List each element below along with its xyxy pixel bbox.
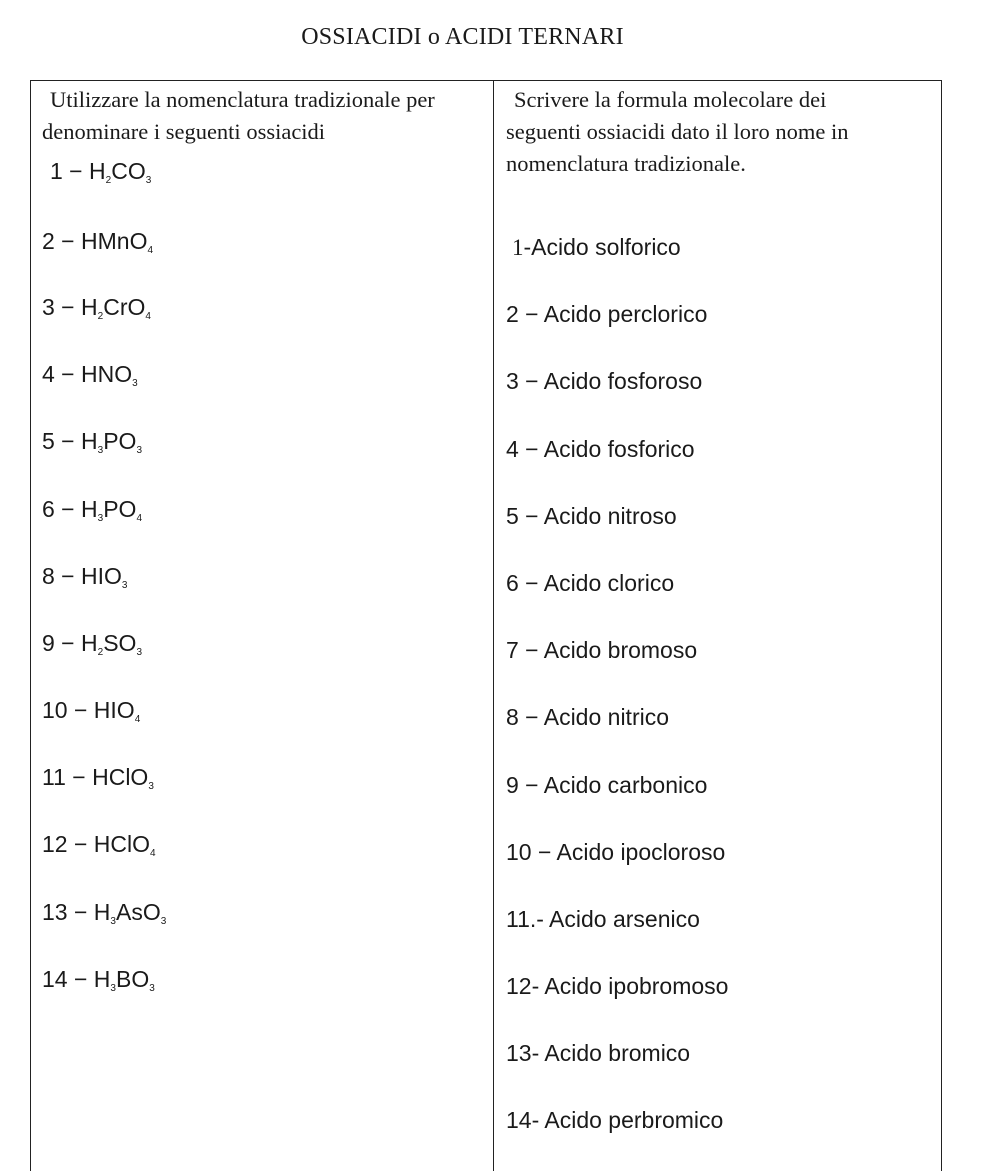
formula-subscript: 3	[97, 513, 104, 524]
formula-item-number: 12 −	[42, 831, 94, 857]
formula-item-number: 9 −	[42, 630, 82, 656]
formula-part: AsO	[115, 899, 161, 925]
left-instruction-line-1: Utilizzare la nomenclatura tradizionale per	[50, 87, 435, 112]
formula-subscript: 3	[110, 916, 116, 927]
formula-part: HMnO	[81, 228, 148, 254]
formula-item-number: 5 −	[42, 428, 82, 454]
formula-item-number: 13 −	[42, 899, 94, 925]
right-instruction	[506, 84, 926, 180]
formula-item-number: 8 −	[42, 563, 82, 589]
formula-part: SO	[103, 630, 137, 656]
formula-item	[42, 359, 138, 389]
page-title: OSSIACIDI o ACIDI TERNARI	[301, 24, 624, 50]
column-divider	[493, 81, 494, 1171]
formula-item	[42, 829, 156, 859]
formula-item-number: 4 −	[42, 361, 82, 387]
formula-part: H	[81, 294, 98, 320]
acid-name-item: 13- Acido bromico	[506, 1040, 691, 1066]
formula-item	[42, 426, 142, 456]
formula-part: PO	[103, 428, 137, 454]
acid-name-item: 9 − Acido carbonico	[506, 772, 708, 798]
formula-item	[42, 762, 154, 792]
formula-part: H	[81, 496, 98, 522]
formula-subscript: 3	[97, 445, 104, 456]
formula-item-number: 3 −	[42, 294, 82, 320]
formula-item	[42, 494, 142, 524]
acid-name-item	[512, 232, 681, 263]
formula-subscript: 4	[150, 848, 156, 859]
acid-name-item: 2 − Acido perclorico	[506, 301, 708, 327]
acid-name-item-text: -Acido solforico	[523, 234, 681, 260]
formula-part: BO	[115, 966, 150, 992]
formula-subscript: 4	[136, 513, 142, 524]
formula-item	[42, 964, 155, 994]
acid-name-item: 7 − Acido bromoso	[506, 637, 698, 663]
right-instruction-line-3: nomenclatura tradizionale.	[506, 151, 746, 176]
formula-subscript: 3	[121, 580, 128, 591]
exercise-table	[30, 80, 942, 1171]
acid-name-item: 3 − Acido fosforoso	[506, 368, 703, 394]
formula-subscript: 2	[97, 647, 104, 658]
formula-subscript: 3	[149, 983, 155, 994]
acid-name-item: 6 − Acido clorico	[506, 570, 675, 596]
acid-name-item: 8 − Acido nitrico	[506, 704, 670, 730]
acid-name-item: 12- Acido ipobromoso	[506, 973, 729, 999]
formula-part: CO	[111, 158, 146, 184]
formula-item-number: 10 −	[42, 697, 94, 723]
formula-subscript: 3	[136, 647, 142, 658]
formula-item	[42, 695, 140, 725]
formula-subscript: 2	[105, 175, 112, 186]
left-instruction	[42, 84, 482, 148]
formula-subscript: 3	[132, 378, 138, 389]
left-instruction-line-2: denominare i seguenti ossiacidi	[42, 119, 326, 144]
formula-item	[50, 156, 151, 186]
acid-name-item: 5 − Acido nitroso	[506, 503, 677, 529]
acid-name-item: 11.- Acido arsenico	[506, 906, 700, 932]
formula-item-number: 2 −	[42, 228, 82, 254]
formula-part: H	[89, 158, 106, 184]
formula-part: PO	[103, 496, 137, 522]
formula-part: HIO	[81, 563, 122, 589]
formula-item-number: 1 −	[50, 158, 90, 184]
formula-item	[42, 561, 127, 591]
acid-name-item-number: 1	[512, 235, 524, 260]
acid-name-item: 4 − Acido fosforico	[506, 436, 695, 462]
formula-subscript: 3	[136, 445, 142, 456]
right-instruction-line-1: Scrivere la formula molecolare dei	[514, 87, 827, 112]
formula-subscript: 2	[97, 311, 104, 322]
formula-item	[42, 226, 153, 256]
formula-item	[42, 897, 166, 927]
formula-part: HClO	[93, 831, 151, 857]
formula-part: HIO	[93, 697, 135, 723]
acid-name-item: 10 − Acido ipocloroso	[506, 839, 726, 865]
formula-subscript: 4	[145, 311, 151, 322]
formula-item-number: 11 −	[42, 764, 93, 790]
formula-item	[42, 292, 151, 322]
formula-part: H	[93, 899, 111, 925]
formula-subscript: 4	[134, 714, 141, 725]
formula-subscript: 3	[145, 175, 152, 186]
formula-part: H	[81, 630, 98, 656]
formula-subscript: 3	[110, 983, 116, 994]
formula-part: H	[93, 966, 111, 992]
formula-subscript: 3	[148, 781, 154, 792]
formula-item	[42, 628, 142, 658]
formula-part: HClO	[92, 764, 149, 790]
formula-item-number: 14 −	[42, 966, 94, 992]
right-instruction-line-2: seguenti ossiacidi dato il loro nome in	[506, 119, 849, 144]
acid-name-item: 14- Acido perbromico	[506, 1107, 724, 1133]
formula-part: HNO	[81, 361, 133, 387]
formula-part: CrO	[103, 294, 146, 320]
formula-subscript: 3	[160, 916, 167, 927]
formula-part: H	[81, 428, 98, 454]
formula-item-number: 6 −	[42, 496, 82, 522]
formula-subscript: 4	[147, 245, 154, 256]
